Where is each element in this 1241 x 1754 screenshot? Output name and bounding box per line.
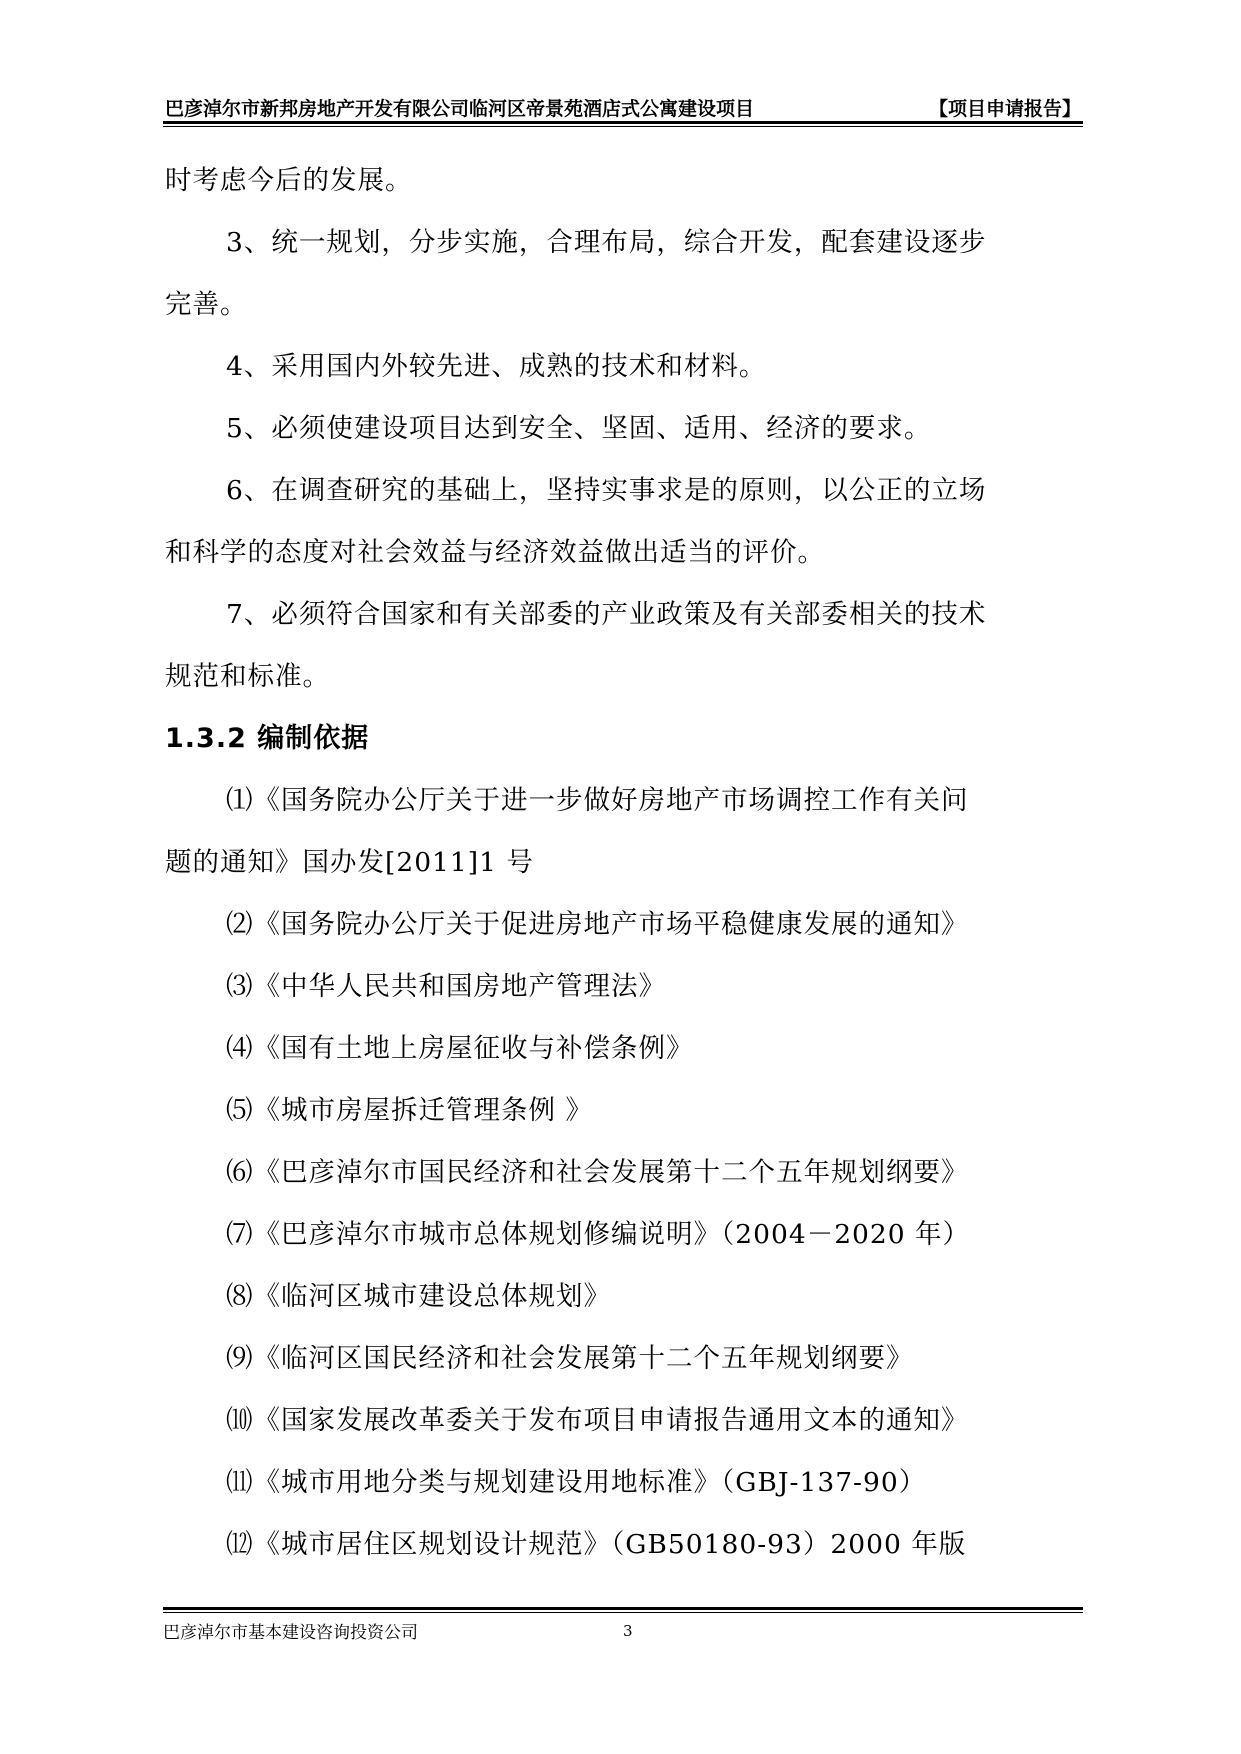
reference-item-11: ⑾《城市用地分类与规划建设用地标准》（GBJ-137-90） [226, 1467, 927, 1498]
page-number: 3 [623, 1622, 633, 1640]
reference-item-7: ⑺《巴彦淖尔市城市总体规划修编说明》（2004－2020 年） [226, 1219, 971, 1250]
reference-item-10: ⑽《国家发展改革委关于发布项目申请报告通用文本的通知》 [226, 1405, 969, 1436]
paragraph-7-line-2: 规范和标准。 [165, 661, 330, 692]
footer-rule-thick [163, 1607, 1083, 1610]
reference-item-1-line-1: ⑴《国务院办公厅关于进一步做好房地产市场调控工作有关问 [226, 785, 969, 816]
reference-item-6: ⑹《巴彦淖尔市国民经济和社会发展第十二个五年规划纲要》 [226, 1157, 969, 1188]
header-tag: 【项目申请报告】 [928, 98, 1081, 120]
paragraph-7-line-1: 7、必须符合国家和有关部委的产业政策及有关部委相关的技术 [226, 599, 987, 630]
document-body [165, 150, 1085, 1576]
reference-item-8: ⑻《临河区城市建设总体规划》 [226, 1281, 611, 1312]
reference-item-5: ⑸《城市房屋拆迁管理条例 》 [226, 1095, 593, 1126]
paragraph-6-line-1: 6、在调查研究的基础上，坚持实事求是的原则，以公正的立场 [226, 475, 987, 506]
reference-item-3: ⑶《中华人民共和国房地产管理法》 [226, 971, 666, 1002]
paragraph-5: 5、必须使建设项目达到安全、坚固、适用、经济的要求。 [226, 413, 932, 444]
reference-item-9: ⑼《临河区国民经济和社会发展第十二个五年规划纲要》 [226, 1343, 914, 1374]
paragraph-6-line-2: 和科学的态度对社会效益与经济效益做出适当的评价。 [165, 537, 825, 568]
reference-item-12: ⑿《城市居住区规划设计规范》（GB50180-93）2000 年版 [226, 1529, 967, 1560]
section-heading: 1.3.2 编制依据 [165, 723, 370, 754]
reference-item-1-line-2: 题的通知》国办发[2011]1 号 [165, 847, 534, 878]
paragraph-3-line-2: 完善。 [165, 289, 248, 320]
reference-item-2: ⑵《国务院办公厅关于促进房地产市场平稳健康发展的通知》 [226, 909, 969, 940]
footer-company: 巴彦淖尔市基本建设咨询投资公司 [163, 1623, 418, 1643]
page-header [163, 88, 1083, 122]
header-rule-thick [163, 121, 1083, 124]
paragraph-4: 4、采用国内外较先进、成熟的技术和材料。 [226, 351, 767, 382]
header-rule-thin [163, 126, 1083, 127]
reference-item-4: ⑷《国有土地上房屋征收与补偿条例》 [226, 1033, 694, 1064]
header-title: 巴彦淖尔市新邦房地产开发有限公司临河区帝景苑酒店式公寓建设项目 [165, 98, 755, 120]
footer-rule-thin [163, 1612, 1083, 1613]
paragraph-3-line-1: 3、统一规划，分步实施，合理布局，综合开发，配套建设逐步 [226, 227, 987, 258]
paragraph-continuation: 时考虑今后的发展。 [165, 165, 413, 196]
